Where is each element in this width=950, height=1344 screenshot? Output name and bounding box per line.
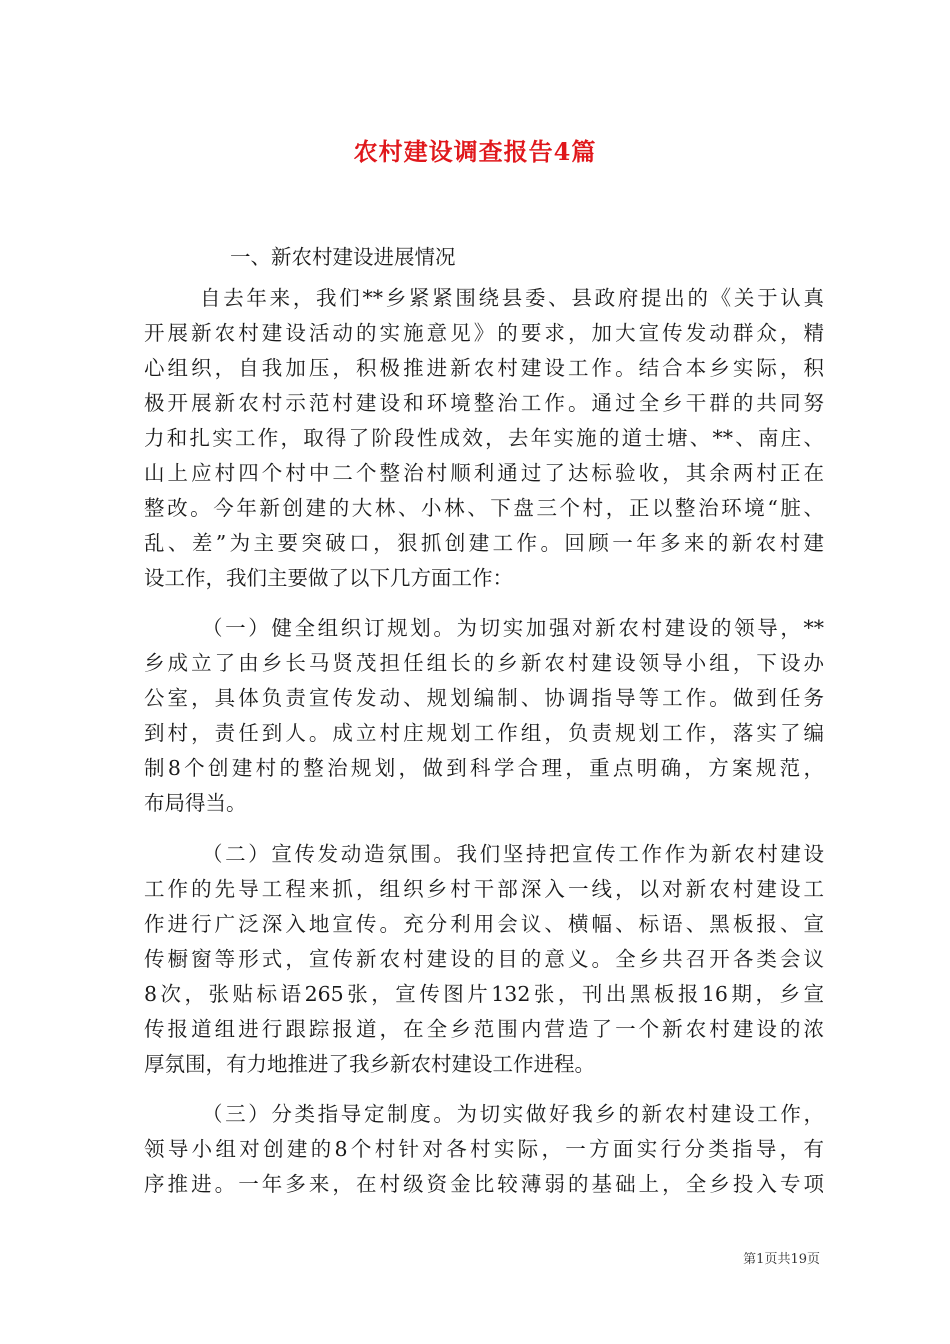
paragraph-line: 工作的先导工程来抓，组织乡村干部深入一线，以对新农村建设工 (144, 877, 824, 901)
paragraph-line: 作进行广泛深入地宣传。充分利用会议、横幅、标语、黑板报、宣 (144, 912, 824, 936)
page-number: 第1页共19页 (743, 1252, 820, 1267)
paragraph-line: 力和扎实工作，取得了阶段性成效，去年实施的道士塘、**、南庄、 (144, 426, 824, 450)
paragraph-line: 传橱窗等形式，宣传新农村建设的目的意义。全乡共召开各类会议 (144, 947, 824, 971)
document-title: 农村建设调查报告4篇 (353, 137, 597, 166)
paragraph-line: 乡成立了由乡长马贤茂担任组长的乡新农村建设领导小组，下设办 (144, 651, 824, 675)
paragraph-line: 极开展新农村示范村建设和环境整治工作。通过全乡干群的共同努 (144, 391, 824, 415)
paragraph-line: 到村，责任到人。成立村庄规划工作组，负责规划工作，落实了编 (144, 721, 824, 745)
paragraph-line: 设工作，我们主要做了以下几方面工作： (144, 566, 513, 590)
paragraph-line: 制8个创建村的整治规划，做到科学合理，重点明确，方案规范， (144, 756, 824, 780)
paragraph-line: 心组织，自我加压，积极推进新农村建设工作。结合本乡实际，积 (144, 356, 824, 380)
paragraph-line: 布局得当。 (144, 791, 247, 815)
paragraph-line: 自去年来，我们**乡紧紧围绕县委、县政府提出的《关于认真 (200, 286, 824, 310)
paragraph-line: （三）分类指导定制度。为切实做好我乡的新农村建设工作， (202, 1102, 824, 1126)
paragraph-line: （一）健全组织订规划。为切实加强对新农村建设的领导，** (202, 616, 824, 640)
section-heading: 一、新农村建设进展情况 (230, 245, 456, 269)
paragraph-line: 山上应村四个村中二个整治村顺利通过了达标验收，其余两村正在 (144, 461, 824, 485)
paragraph-line: 公室，具体负责宣传发动、规划编制、协调指导等工作。做到任务 (144, 686, 824, 710)
paragraph-line: 开展新农村建设活动的实施意见》的要求，加大宣传发动群众，精 (144, 321, 824, 345)
paragraph-line: 传报道组进行跟踪报道，在全乡范围内营造了一个新农村建设的浓 (144, 1017, 824, 1041)
paragraph-line: （二）宣传发动造氛围。我们坚持把宣传工作作为新农村建设 (202, 842, 824, 866)
paragraph-line: 整改。今年新创建的大林、小林、下盘三个村，正以整治环境“脏、 (144, 496, 824, 520)
paragraph-line: 8次，张贴标语265张，宣传图片132张，刊出黑板报16期，乡宣 (144, 982, 824, 1006)
paragraph-line: 序推进。一年多来，在村级资金比较薄弱的基础上，全乡投入专项 (144, 1172, 824, 1196)
paragraph-line: 领导小组对创建的8个村针对各村实际，一方面实行分类指导，有 (144, 1137, 824, 1161)
paragraph-line: 厚氛围，有力地推进了我乡新农村建设工作进程。 (144, 1052, 595, 1076)
paragraph-line: 乱、差”为主要突破口，狠抓创建工作。回顾一年多来的新农村建 (144, 531, 824, 555)
